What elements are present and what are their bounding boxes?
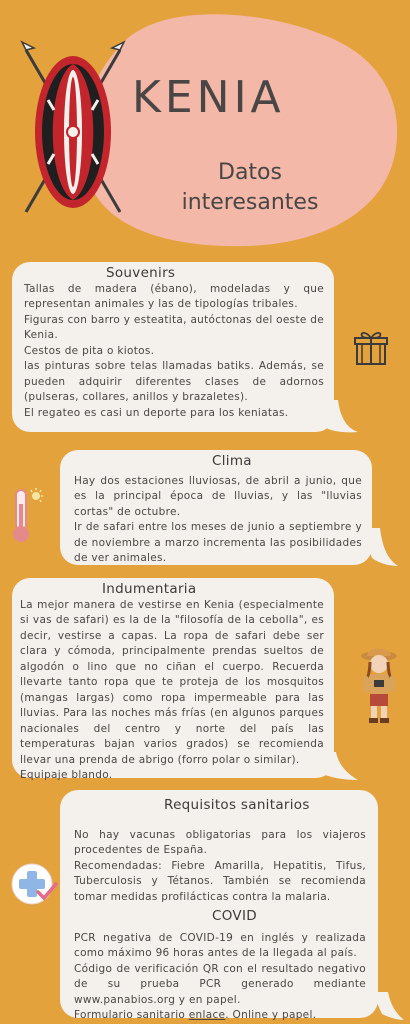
medical-cross-icon [10,862,58,906]
page-subtitle: Datos interesantes [181,160,319,215]
indumentaria-title: Indumentaria [102,581,197,597]
indumentaria-text: La mejor manera de vestirse en Kenia (especialmente si vas de safari) es la de la "filosofía de la cebolla", es decir, vestirse a capas. La ropa de safari debe ser clara y cómoda, principalmente prendas sueltos de algodón o lino que no ciñan el cuerpo. Recuerda llevarte tanto ropa que te proteja de los mosquitos (mangas largas) como ropa impermeable para las lluvias. Para las noches más frías (en algunos parques nacionales del centro y norte del país las temperaturas bajan varios grados) se recomienda llevar una prenda de abrigo (forro polar o similar). Equipaje blando. [20,598,324,781]
gift-icon [354,330,388,366]
health-form-link[interactable]: enlace [188,1009,226,1021]
page-title: KENIA [132,72,285,123]
explorer-icon [356,644,402,726]
health-form-line: Formulario sanitario enlace. Online y papel. [74,1009,317,1021]
requisitos-title: Requisitos sanitarios [164,797,310,813]
clima-title: Clima [212,453,252,469]
souvenirs-title: Souvenirs [106,265,176,281]
indumentaria-card [12,578,334,781]
clima-card [60,450,372,565]
clima-text: Hay dos estaciones lluviosas, de abril a junio, que es la principal época de lluvias, y las "lluvias cortas" de octubre. Ir de safari entre los meses de junio a septiembre y de noviembre a marzo incrementa las posibilidades de ver animales. [74,474,362,564]
covid-text: PCR negativa de COVID-19 en inglés y realizada como máximo 96 horas antes de la llegada al país. Código de verificación QR con el resultado negativo de su prueba PCR generado mediante www.panabios.org y en papel. Formulario sanitario enlace. Online y papel. [74,931,366,1024]
maasai-shield-icon [18,40,128,220]
thermometer-icon [10,486,46,546]
souvenirs-card [12,262,334,432]
requisitos-text: No hay vacunas obligatorias para los viajeros procedentes de España. Recomendadas: Fiebre Amarilla, Hepatitis, Tifus, Tuberculosis y Tétanos. También se recomienda tomar medidas profilácticas contra la malaria. [74,828,366,903]
requisitos-card [60,790,378,1021]
souvenirs-text: Tallas de madera (ébano), modeladas y que representan animales y las de tipologías tribales. Figuras con barro y esteatita, autóctonas del oeste de Kenia. Cestos de pita o kiotos. las pinturas sobre telas llamadas batiks. Además, se pueden adquirir diferentes clases de adornos (pulseras, collares, anillos y brazaletes). El regateo es casi un deporte para los keniatas. [24,282,324,419]
covid-title: COVID [212,908,257,924]
